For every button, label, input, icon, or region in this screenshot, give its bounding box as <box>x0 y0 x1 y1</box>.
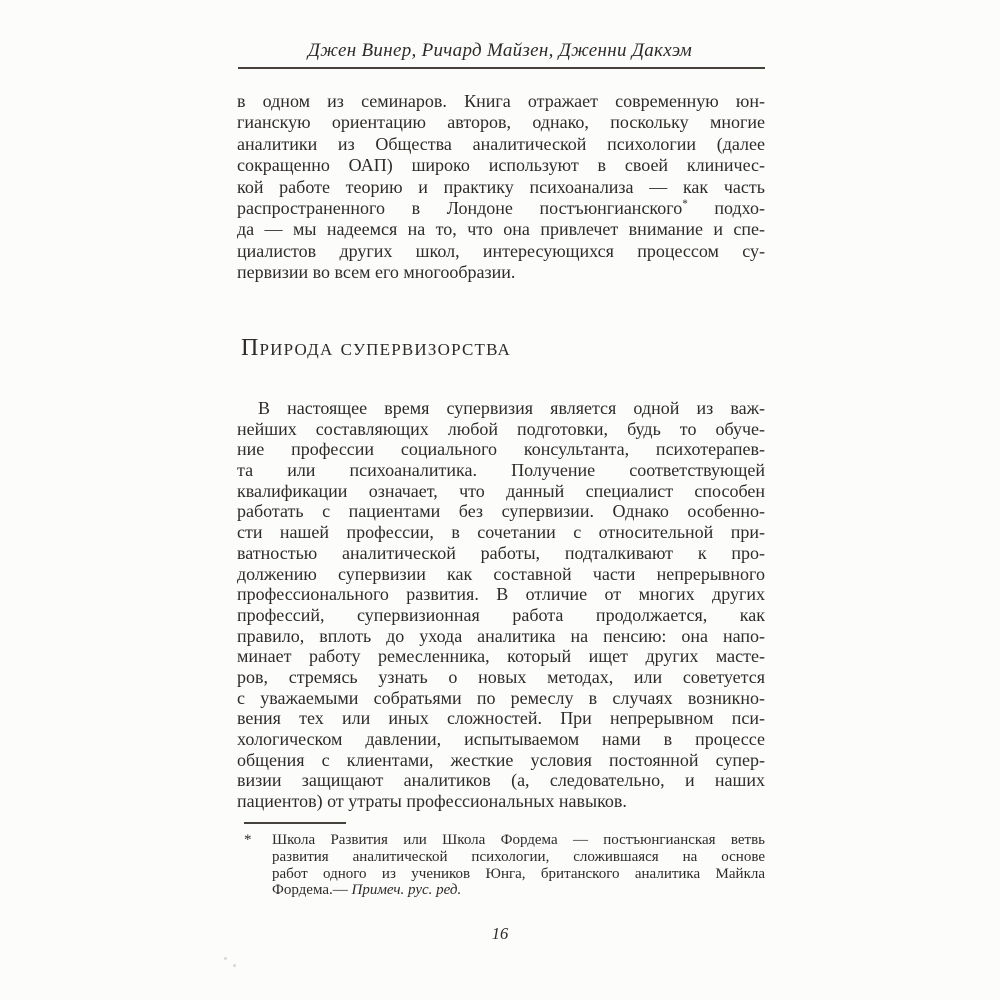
text-line: работать с пациентами без супервизии. Однако особенно- <box>237 501 765 522</box>
text-line: работ одного из учеников Юнга, британского аналитика Майкла <box>272 865 765 882</box>
page-number: 16 <box>491 924 509 943</box>
text-line: хологическом давлении, испытываемом нами в процессе <box>237 729 765 749</box>
footnote-text <box>272 832 765 899</box>
text-line <box>272 882 765 899</box>
text-segment: Фордема.— <box>272 882 352 899</box>
text-line: аналитики из Общества аналитической психологии (далее <box>237 133 765 154</box>
footnote-separator-rule <box>244 822 346 824</box>
body-paragraph <box>237 398 765 812</box>
text-line: Школа Развития или Школа Фордема — постъюнгианская ветвь <box>272 832 765 848</box>
text-line: квалификации означает, что данный специалист способен <box>237 480 765 501</box>
text-line: та или психоаналитика. Получение соответствующей <box>237 460 765 481</box>
text-line: гианскую ориентацию авторов, однако, поскольку многие <box>237 112 765 133</box>
text-line: вения тех или иных сложностей. При непрерывном пси- <box>237 708 765 729</box>
text-line: должению супервизии как составной части непрерывного <box>237 563 765 584</box>
scan-speck <box>233 964 236 967</box>
header-rule <box>238 67 765 69</box>
intro-paragraph <box>237 91 765 284</box>
text-segment: подхо- <box>687 197 765 218</box>
text-line: циалистов других школ, интересующихся процессом су- <box>237 240 765 261</box>
scan-speck <box>224 957 227 960</box>
text-line: да — мы надеемся на то, что она привлечет внимание и спе- <box>237 219 765 240</box>
text-line: минает работу ремесленника, который ищет других масте- <box>237 646 765 667</box>
text-line: В настоящее время супервизия является одной из важ- <box>258 398 765 418</box>
text-line: первизии во всем его многообразии. <box>237 262 516 283</box>
text-line: развития аналитической психологии, сложившаяся на основе <box>272 848 765 865</box>
text-line: кой работе теорию и практику психоанализа — как часть <box>237 176 765 197</box>
text-line: в одном из семинаров. Книга отражает современную юн- <box>237 91 765 111</box>
text-line: ров, стремясь узнать о новых методах, или советуется <box>237 666 765 687</box>
footnote-asterisk-marker: * <box>244 832 252 848</box>
text-line: с уважаемыми собратьями по ремеслу в случаях возникно- <box>237 687 765 708</box>
text-line: нейших составляющих любой подготовки, будь то обуче- <box>237 418 765 439</box>
text-line: общения с клиентами, жесткие условия постоянной супер- <box>237 749 765 770</box>
text-line: сокращенно ОАП) широко используют в своей клиничес- <box>237 155 765 176</box>
text-line: пациентов) от утраты профессиональных навыков. <box>237 791 627 812</box>
footnote-asterisk-reference: * <box>682 197 688 210</box>
text-segment: распространенного в Лондоне постъюнгианского <box>237 197 683 218</box>
section-heading: Природа супервизорства <box>241 335 512 361</box>
text-line: правило, вплоть до ухода аналитика на пенсию: она напо- <box>237 625 765 646</box>
text-line: профессионального развития. В отличие от многих других <box>237 584 765 605</box>
text-line: сти нашей профессии, в сочетании с относительной при- <box>237 522 765 543</box>
text-line: ние профессии социального консультанта, психотерапев- <box>237 439 765 460</box>
editor-note-italic: Примеч. рус. ред. <box>351 882 462 899</box>
footnote <box>244 832 765 899</box>
text-line: профессий, супервизионная работа продолжается, как <box>237 604 765 625</box>
text-line-with-footnote-ref <box>237 198 765 219</box>
running-header-authors: Джен Винер, Ричард Майзен, Дженни Дакхэм <box>307 40 693 61</box>
text-line: визии защищают аналитиков (а, следовательно, и наших <box>237 770 765 791</box>
text-line: ватностью аналитической работы, подталкивают к про- <box>237 542 765 563</box>
